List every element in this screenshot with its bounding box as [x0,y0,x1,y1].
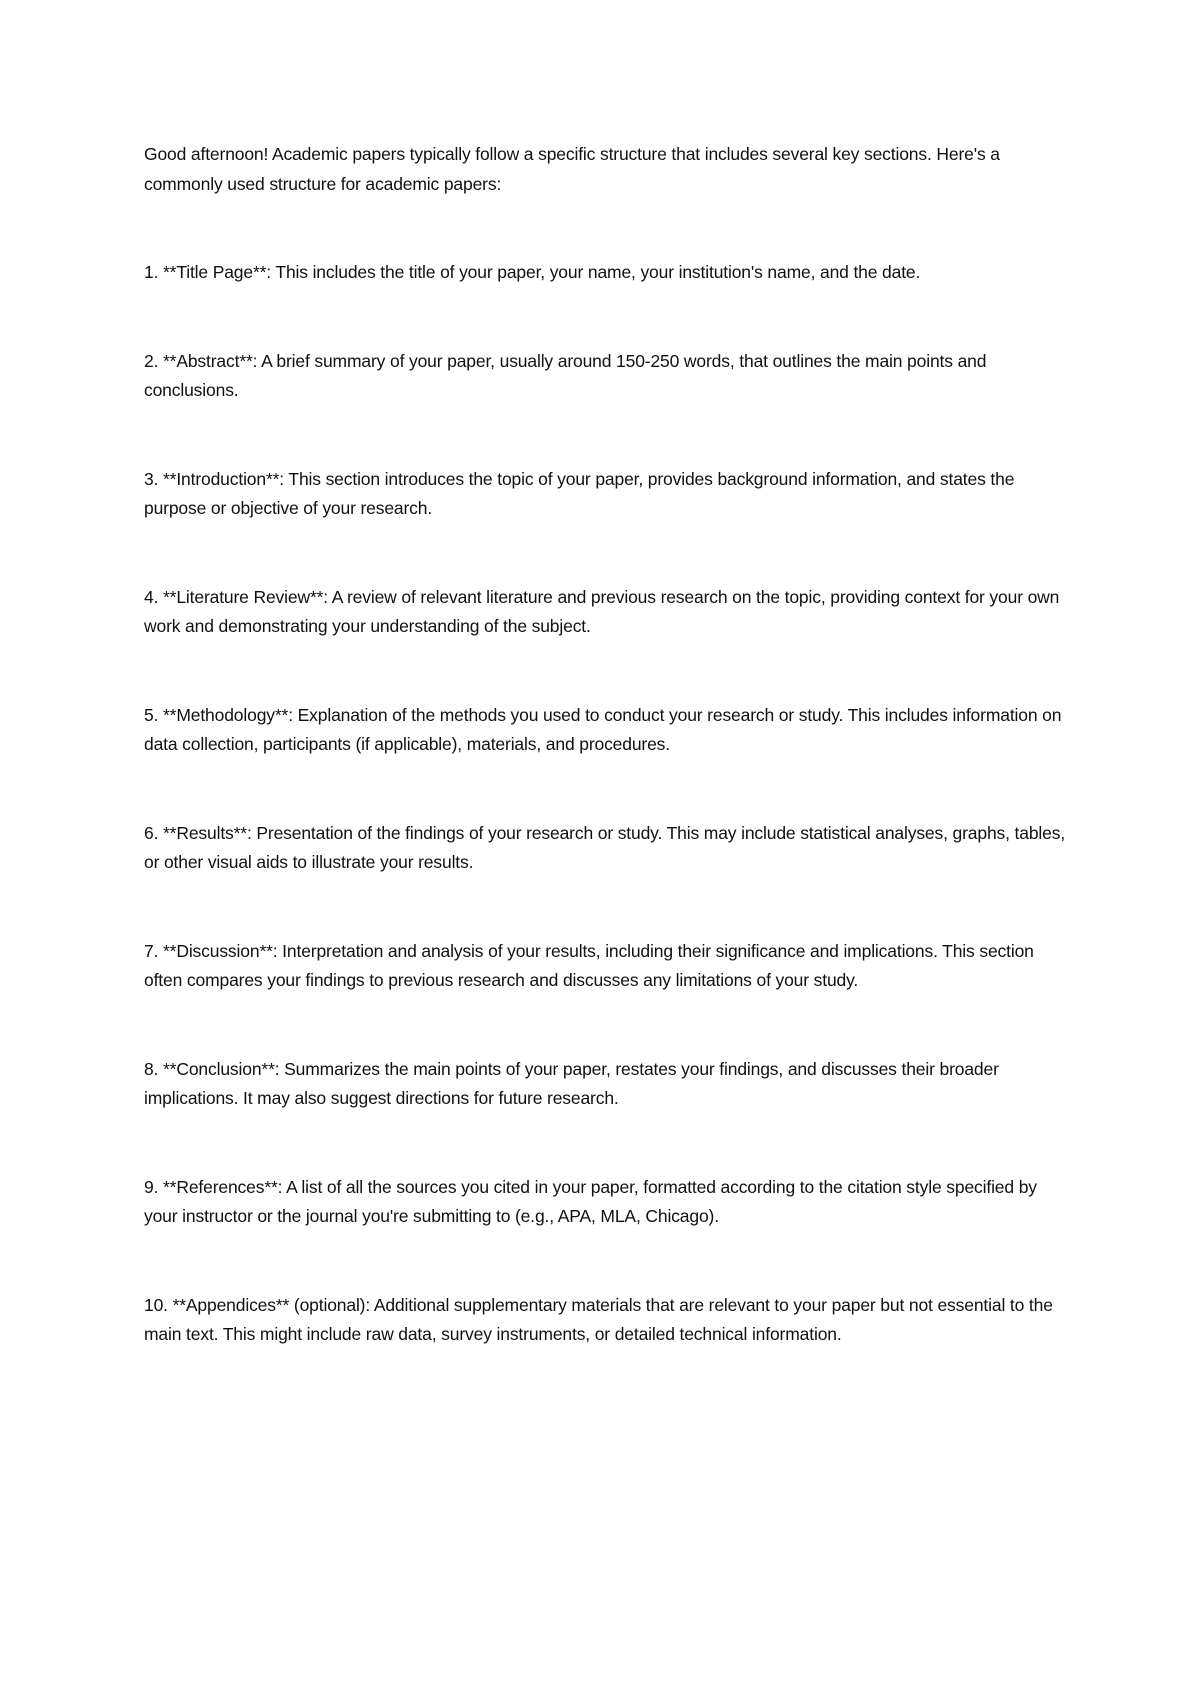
list-item-results: 6. **Results**: Presentation of the findings of your research or study. This may include statistical analyses, graphs, tables, or other visual aids to illustrate your results. [144,822,1066,872]
list-item-abstract: 2. **Abstract**: A brief summary of your paper, usually around 150-250 words, that outlines the main points and conclusions. [144,350,987,400]
list-item-literature-review: 4. **Literature Review**: A review of relevant literature and previous research on the topic, providing context for your own work and demonstrating your understanding of the subject. [144,586,1060,636]
list-item-introduction: 3. **Introduction**: This section introduces the topic of your paper, provides background information, and states the purpose or objective of your research. [144,468,1015,518]
list-item-appendices: 10. **Appendices** (optional): Additional supplementary materials that are relevant to your paper but not essential to the main text. This might include raw data, survey instruments, or detailed technical information. [144,1294,1053,1344]
list-item-methodology: 5. **Methodology**: Explanation of the methods you used to conduct your research or study. This includes information on data collection, participants (if applicable), materials, and procedures. [144,704,1062,754]
list-item-discussion: 7. **Discussion**: Interpretation and analysis of your results, including their significance and implications. This section often compares your findings to previous research and discusses any limitations of your study. [144,940,1034,990]
list-item-references: 9. **References**: A list of all the sources you cited in your paper, formatted according to the citation style specified by your instructor or the journal you're submitting to (e.g., APA, MLA, Chicago). [144,1176,1037,1226]
document-body [144,140,1074,1350]
intro-paragraph: Good afternoon! Academic papers typically follow a specific structure that includes several key sections. Here's a commonly used structure for academic papers: [144,144,1000,194]
list-item-title-page: 1. **Title Page**: This includes the title of your paper, your name, your institution's name, and the date. [144,262,921,282]
list-item-conclusion: 8. **Conclusion**: Summarizes the main points of your paper, restates your findings, and discusses their broader implications. It may also suggest directions for future research. [144,1058,999,1108]
